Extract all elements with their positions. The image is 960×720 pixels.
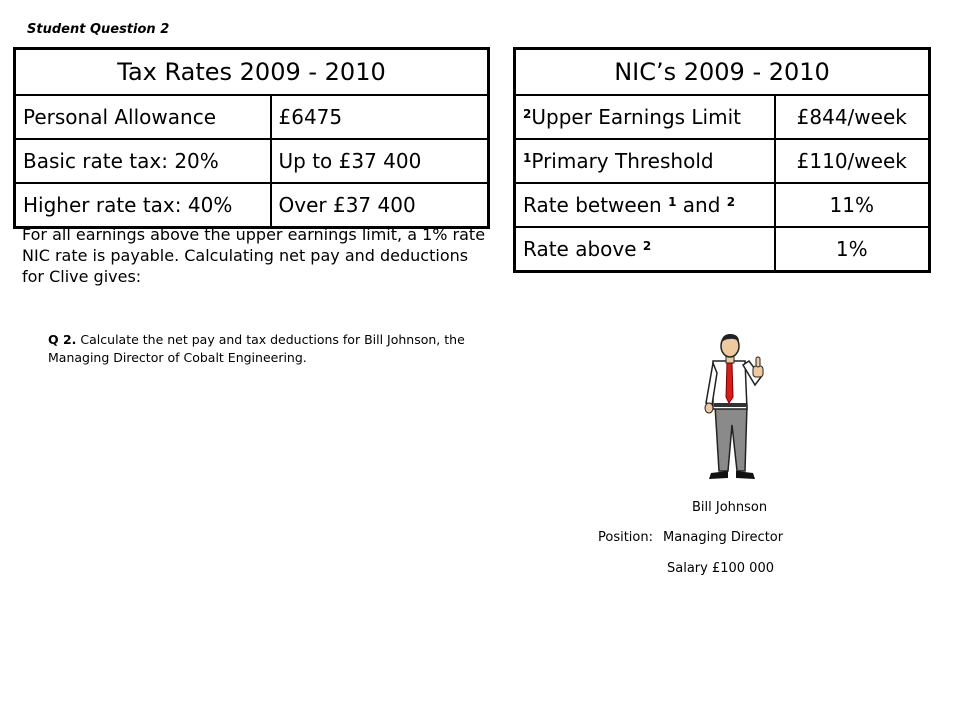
table-row — [15, 183, 489, 228]
table-cell-label: Rate above — [523, 237, 643, 261]
tax-rates-table — [13, 47, 490, 229]
table-row — [15, 95, 489, 139]
businessman-thumbs-up-icon — [697, 333, 767, 485]
table-cell-label: and — [676, 193, 727, 217]
table-cell: £110/week — [775, 139, 930, 183]
table-header-row — [515, 49, 930, 96]
table-row — [15, 139, 489, 183]
table-cell — [515, 183, 775, 227]
nic-note: For all earnings above the upper earnings limit, a 1% rate NIC rate is payable. Calculating net pay and deductions for Clive gives: — [22, 225, 486, 286]
table-cell: Over £37 400 — [271, 183, 489, 228]
question-label: Q 2. — [48, 332, 77, 347]
table-cell — [515, 95, 775, 139]
nic-table-title: NIC’s 2009 - 2010 — [515, 49, 930, 96]
employee-salary: Salary £100 000 — [667, 561, 774, 576]
superscript-marker: 1 — [668, 195, 677, 209]
table-row — [515, 183, 930, 227]
table-cell: 11% — [775, 183, 930, 227]
question-body: Calculate the net pay and tax deductions for Bill Johnson, the Managing Director of Cobalt Engineering. — [48, 332, 465, 365]
table-cell: 1% — [775, 227, 930, 272]
table-cell-label: Upper Earnings Limit — [531, 105, 741, 129]
table-cell: £844/week — [775, 95, 930, 139]
table-cell-label: Primary Threshold — [531, 149, 714, 173]
employee-name: Bill Johnson — [692, 500, 768, 515]
table-cell: Higher rate tax: 40% — [15, 183, 271, 228]
table-cell-label: Rate between — [523, 193, 669, 217]
position-label: Position: — [598, 530, 653, 545]
superscript-marker: 2 — [642, 239, 652, 253]
table-header-row — [15, 49, 489, 96]
table-row — [515, 227, 930, 272]
position-value: Managing Director — [663, 530, 784, 545]
question-text — [48, 331, 478, 367]
table-cell — [515, 139, 775, 183]
table-cell: Personal Allowance — [15, 95, 271, 139]
superscript-marker: 2 — [726, 195, 736, 209]
table-row — [515, 139, 930, 183]
table-cell — [515, 227, 775, 272]
table-cell: £6475 — [271, 95, 489, 139]
table-cell: Basic rate tax: 20% — [15, 139, 271, 183]
table-cell: Up to £37 400 — [271, 139, 489, 183]
table-row — [515, 95, 930, 139]
superscript-marker: 1 — [523, 151, 532, 165]
superscript-marker: 2 — [523, 107, 532, 121]
nic-rates-table — [513, 47, 931, 273]
employee-position — [598, 530, 783, 545]
page-heading: Student Question 2 — [27, 22, 170, 37]
tax-table-title: Tax Rates 2009 - 2010 — [15, 49, 489, 96]
